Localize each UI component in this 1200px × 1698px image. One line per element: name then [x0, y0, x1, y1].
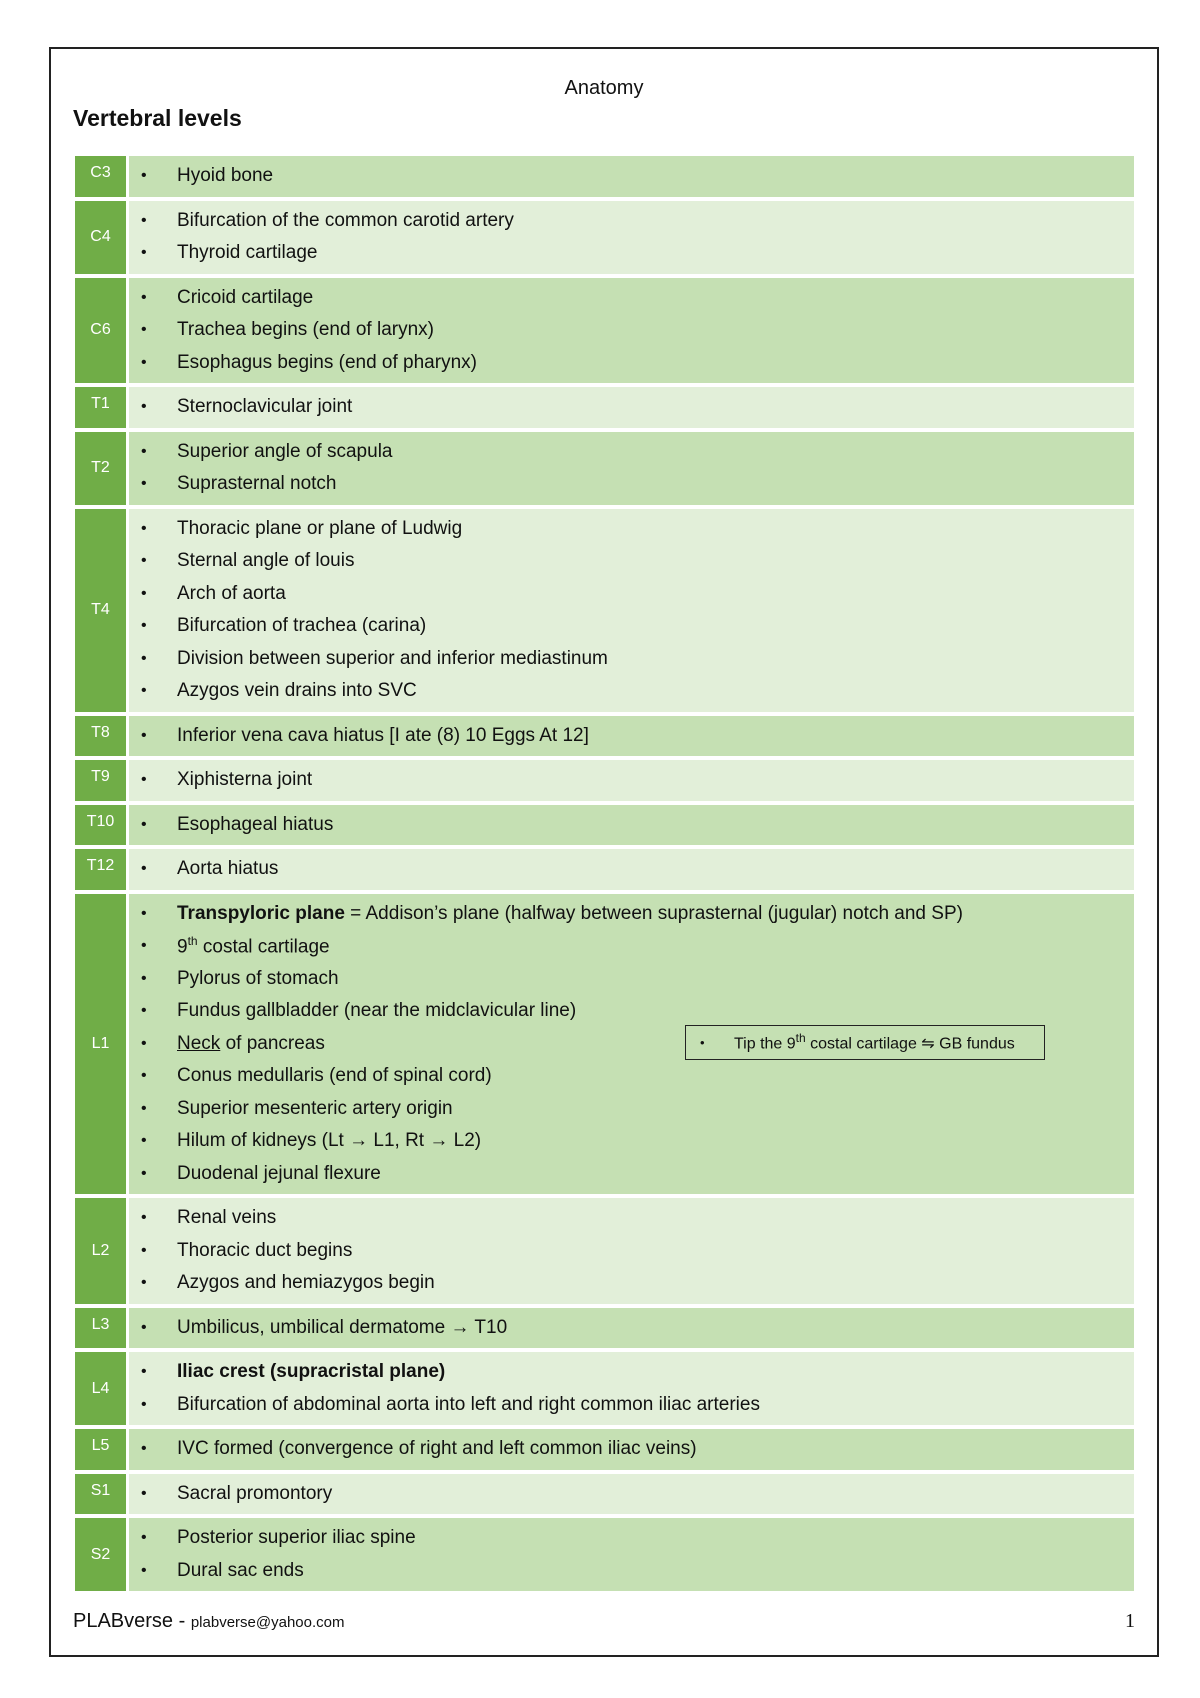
level-label: T2 [75, 432, 126, 505]
level-label: T10 [75, 805, 126, 846]
item-text [177, 903, 963, 925]
bullet-icon: • [141, 442, 147, 460]
item-text: Sacral promontory [177, 1482, 333, 1504]
footer-brand-name: PLABverse [73, 1610, 174, 1632]
item-text-number: 9 [177, 936, 188, 958]
list-item [141, 578, 1134, 611]
bullet-icon: • [141, 937, 147, 955]
item-text: Cricoid cartilage [177, 286, 314, 308]
list-item [141, 1202, 1134, 1235]
level-items [129, 1474, 1134, 1515]
item-text-rest: costal cartilage [197, 936, 330, 958]
item-text: Bifurcation of the common carotid artery [177, 209, 514, 231]
level-label: L2 [75, 1198, 126, 1304]
item-text: Division between superior and inferior mediastinum [177, 647, 608, 669]
item-text: Umbilicus, umbilical dermatome → T10 [177, 1316, 508, 1338]
item-text: Hilum of kidneys (Lt → L1, Rt → L2) [177, 1130, 482, 1152]
callout-text-pre: Tip the 9 [734, 1035, 796, 1053]
list-item [141, 436, 1134, 469]
item-text: Sternal angle of louis [177, 550, 355, 572]
list-item [141, 898, 1134, 931]
bullet-icon: • [141, 617, 147, 635]
level-row-t1 [75, 387, 1134, 428]
item-text: Renal veins [177, 1207, 277, 1229]
list-item [141, 675, 1134, 708]
item-text: Fundus gallbladder (near the midclavicular line) [177, 1000, 577, 1022]
bullet-icon: • [141, 244, 147, 262]
level-items [129, 894, 1134, 1195]
bullet-icon: • [141, 584, 147, 602]
callout-text-superscript: th [795, 1030, 806, 1045]
list-item [141, 545, 1134, 578]
list-item [141, 1312, 1134, 1345]
bullet-icon: • [141, 398, 147, 416]
item-text: Superior mesenteric artery origin [177, 1097, 453, 1119]
list-item [141, 1158, 1134, 1191]
callout-text-post: costal cartilage ⇋ GB fundus [805, 1035, 1015, 1053]
bullet-icon: • [141, 353, 147, 371]
list-item [141, 468, 1134, 501]
item-text: Suprasternal notch [177, 473, 337, 495]
level-items [129, 387, 1134, 428]
item-text: Duodenal jejunal flexure [177, 1162, 381, 1184]
bullet-icon: • [141, 1241, 147, 1259]
item-text: Dural sac ends [177, 1559, 304, 1581]
item-text: Esophagus begins (end of pharynx) [177, 351, 477, 373]
bullet-icon: • [141, 682, 147, 700]
level-items [129, 1429, 1134, 1470]
list-item [141, 610, 1134, 643]
item-text [177, 1361, 445, 1383]
level-items [129, 1352, 1134, 1425]
level-items [129, 716, 1134, 757]
level-items [129, 1518, 1134, 1591]
list-item [141, 1389, 1134, 1422]
item-text-underline: Neck [177, 1032, 221, 1054]
list-item [141, 205, 1134, 238]
level-row-l4 [75, 1352, 1134, 1425]
item-text-rest: of pancreas [220, 1032, 325, 1054]
level-row-t4 [75, 509, 1134, 712]
bullet-icon: • [141, 1318, 147, 1336]
bullet-icon: • [141, 1209, 147, 1227]
footer-brand [73, 1610, 344, 1633]
list-item [141, 237, 1134, 270]
level-row-t12 [75, 849, 1134, 890]
item-text-rest: = Addison’s plane (halfway between suprasternal (jugular) notch and SP) [344, 902, 963, 924]
item-text-bold: Iliac crest (supracristal plane) [177, 1361, 446, 1383]
level-label: C3 [75, 156, 126, 197]
bullet-icon: • [141, 771, 147, 789]
level-items [129, 1308, 1134, 1349]
list-item [141, 643, 1134, 676]
level-row-c4 [75, 201, 1134, 274]
list-item [141, 1267, 1134, 1300]
level-label: L1 [75, 894, 126, 1195]
list-item [141, 160, 1134, 193]
item-text: Aorta hiatus [177, 858, 279, 880]
level-row-l5 [75, 1429, 1134, 1470]
list-item [141, 1060, 1134, 1093]
item-text: Inferior vena cava hiatus [I ate (8) 10 Eggs At 12] [177, 724, 589, 746]
bullet-icon: • [141, 1099, 147, 1117]
item-text: Posterior superior iliac spine [177, 1527, 416, 1549]
bullet-icon: • [141, 1034, 147, 1052]
list-item [141, 282, 1134, 315]
level-label: S1 [75, 1474, 126, 1515]
level-row-c3 [75, 156, 1134, 197]
list-item [141, 314, 1134, 347]
bullet-icon: • [141, 552, 147, 570]
level-items [129, 278, 1134, 384]
list-item [141, 1478, 1134, 1511]
footer-email: plabverse@yahoo.com [190, 1614, 345, 1631]
list-item [141, 1555, 1134, 1588]
page-frame [49, 47, 1159, 1657]
list-item [141, 1356, 1134, 1389]
bullet-icon: • [141, 1363, 147, 1381]
item-text: Thoracic plane or plane of Ludwig [177, 517, 463, 539]
level-items [129, 509, 1134, 712]
item-text: Azygos vein drains into SVC [177, 680, 417, 702]
bullet-icon: • [141, 167, 147, 185]
level-label: L3 [75, 1308, 126, 1349]
level-label: C4 [75, 201, 126, 274]
item-text: Bifurcation of abdominal aorta into left and right common iliac arteries [177, 1393, 760, 1415]
level-row-l2 [75, 1198, 1134, 1304]
level-row-l1 [75, 894, 1134, 1195]
level-label: S2 [75, 1518, 126, 1591]
list-item [141, 764, 1134, 797]
item-text: Sternoclavicular joint [177, 396, 353, 418]
level-label: T4 [75, 509, 126, 712]
level-items [129, 432, 1134, 505]
bullet-icon: • [141, 904, 147, 922]
level-items [129, 156, 1134, 197]
bullet-icon: • [141, 519, 147, 537]
level-row-c6 [75, 278, 1134, 384]
list-item [141, 347, 1134, 380]
item-text: Esophageal hiatus [177, 813, 334, 835]
bullet-icon: • [700, 1034, 705, 1050]
list-item [141, 1433, 1134, 1466]
bullet-icon: • [141, 1002, 147, 1020]
bullet-icon: • [141, 1561, 147, 1579]
level-items [129, 760, 1134, 801]
bullet-icon: • [141, 288, 147, 306]
bullet-icon: • [141, 649, 147, 667]
item-text: Arch of aorta [177, 582, 286, 604]
item-text: Conus medullaris (end of spinal cord) [177, 1065, 492, 1087]
list-item [141, 1093, 1134, 1126]
list-item [141, 720, 1134, 753]
callout-text [734, 1031, 1015, 1053]
bullet-icon: • [141, 1164, 147, 1182]
tip-callout-box [685, 1025, 1045, 1060]
bullet-icon: • [141, 726, 147, 744]
item-text: Hyoid bone [177, 165, 274, 187]
item-text-superscript: th [187, 934, 198, 949]
bullet-icon: • [141, 1132, 147, 1150]
page-number: 1 [1125, 1610, 1135, 1632]
bullet-icon: • [141, 815, 147, 833]
header-title: Anatomy [564, 77, 644, 99]
list-item [141, 513, 1134, 546]
list-item [141, 995, 1134, 1028]
bullet-icon: • [141, 860, 147, 878]
item-text: Pylorus of stomach [177, 967, 339, 989]
level-row-t2 [75, 432, 1134, 505]
level-row-s1 [75, 1474, 1134, 1515]
bullet-icon: • [141, 1395, 147, 1413]
level-row-t9 [75, 760, 1134, 801]
footer-separator: - [173, 1610, 191, 1632]
bullet-icon: • [141, 475, 147, 493]
level-row-l3 [75, 1308, 1134, 1349]
item-text: Thoracic duct begins [177, 1239, 353, 1261]
item-text [177, 1033, 325, 1055]
bullet-icon: • [141, 1274, 147, 1292]
level-row-s2 [75, 1518, 1134, 1591]
bullet-icon: • [141, 211, 147, 229]
bullet-icon: • [141, 1067, 147, 1085]
item-text: Bifurcation of trachea (carina) [177, 615, 427, 637]
level-label: T12 [75, 849, 126, 890]
item-text-bold: Transpyloric plane [177, 902, 345, 924]
level-items [129, 849, 1134, 890]
list-item [141, 809, 1134, 842]
vertebral-levels-table [75, 156, 1134, 1595]
bullet-icon: • [141, 1484, 147, 1502]
bullet-icon: • [141, 1440, 147, 1458]
level-label: T1 [75, 387, 126, 428]
level-label: L5 [75, 1429, 126, 1470]
item-text [177, 934, 330, 958]
level-items [129, 1198, 1134, 1304]
list-item [141, 930, 1134, 963]
item-text: IVC formed (convergence of right and left common iliac veins) [177, 1438, 697, 1460]
level-items [129, 201, 1134, 274]
list-item [141, 1125, 1134, 1158]
item-text: Thyroid cartilage [177, 242, 318, 264]
item-text: Xiphisterna joint [177, 769, 313, 791]
level-label: L4 [75, 1352, 126, 1425]
bullet-icon: • [141, 1529, 147, 1547]
list-item [141, 391, 1134, 424]
item-text: Trachea begins (end of larynx) [177, 319, 434, 341]
list-item [141, 1522, 1134, 1555]
level-label: T8 [75, 716, 126, 757]
level-row-t8 [75, 716, 1134, 757]
level-row-t10 [75, 805, 1134, 846]
section-title: Vertebral levels [73, 105, 242, 131]
level-label: C6 [75, 278, 126, 384]
list-item [141, 963, 1134, 996]
item-text: Superior angle of scapula [177, 440, 393, 462]
bullet-icon: • [141, 969, 147, 987]
level-items [129, 805, 1134, 846]
list-item [141, 853, 1134, 886]
item-text: Azygos and hemiazygos begin [177, 1272, 435, 1294]
level-label: T9 [75, 760, 126, 801]
bullet-icon: • [141, 321, 147, 339]
list-item [141, 1235, 1134, 1268]
